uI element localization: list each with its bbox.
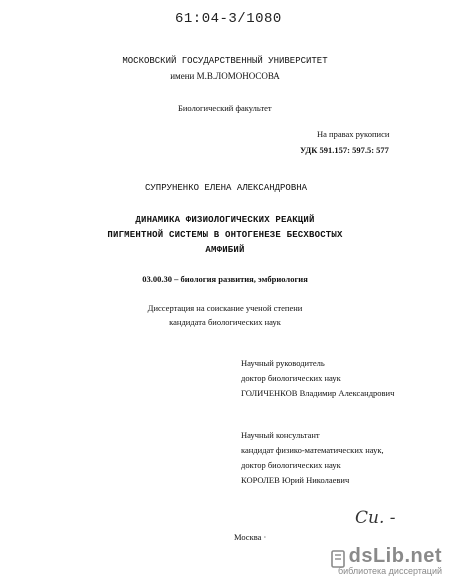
author-name: СУПРУНЕНКО ЕЛЕНА АЛЕКСАНДРОВНА xyxy=(145,183,308,193)
degree-line: Диссертация на соискание ученой степени xyxy=(147,303,303,313)
watermark-subtitle: библиотека диссертаций xyxy=(337,566,442,576)
supervisor-role: Научный руководитель xyxy=(241,358,325,368)
manuscript-rights: На правах рукописи xyxy=(317,129,390,139)
supervisor-degree: доктор биологических наук xyxy=(241,373,341,383)
consultant-degree: кандидат физико-математических наук, xyxy=(241,445,384,455)
catalog-number-stamp: 61:04-3/1080 xyxy=(175,11,282,27)
handwritten-signature: Си. - xyxy=(355,508,396,528)
university-name: МОСКОВСКИЙ ГОСУДАРСТВЕННЫЙ УНИВЕРСИТЕТ xyxy=(122,56,328,66)
consultant-name: КОРОЛЕВ Юрий Николаевич xyxy=(241,475,350,485)
title-line: ПИГМЕНТНОЙ СИСТЕМЫ В ОНТОГЕНЕЗЕ БЕСХВОСТЫХ xyxy=(107,230,343,240)
faculty: Биологический факультет xyxy=(178,103,272,113)
degree-line: кандидата биологических наук xyxy=(169,317,281,327)
consultant-role: Научный консультант xyxy=(241,430,320,440)
university-named-after: имени М.В.ЛОМОНОСОВА xyxy=(170,71,280,81)
scientific-supervisor xyxy=(241,356,394,401)
degree-statement xyxy=(0,301,450,329)
watermark-logo: dsLib.net xyxy=(348,545,442,567)
dissertation-title xyxy=(0,213,450,258)
city: Москва · xyxy=(234,532,267,542)
consultant-degree: доктор биологических наук xyxy=(241,460,341,470)
supervisor-name: ГОЛИЧЕНКОВ Владимир Александрович xyxy=(241,388,395,398)
title-line: ДИНАМИКА ФИЗИОЛОГИЧЕСКИХ РЕАКЦИЙ xyxy=(135,215,315,225)
scientific-consultant xyxy=(241,428,384,488)
title-line: АМФИБИЙ xyxy=(205,245,245,255)
watermark xyxy=(331,545,442,576)
specialty-code: 03.00.30 – биология развития, эмбриология xyxy=(142,274,308,284)
udc-code: УДК 591.157: 597.5: 577 xyxy=(300,145,389,155)
